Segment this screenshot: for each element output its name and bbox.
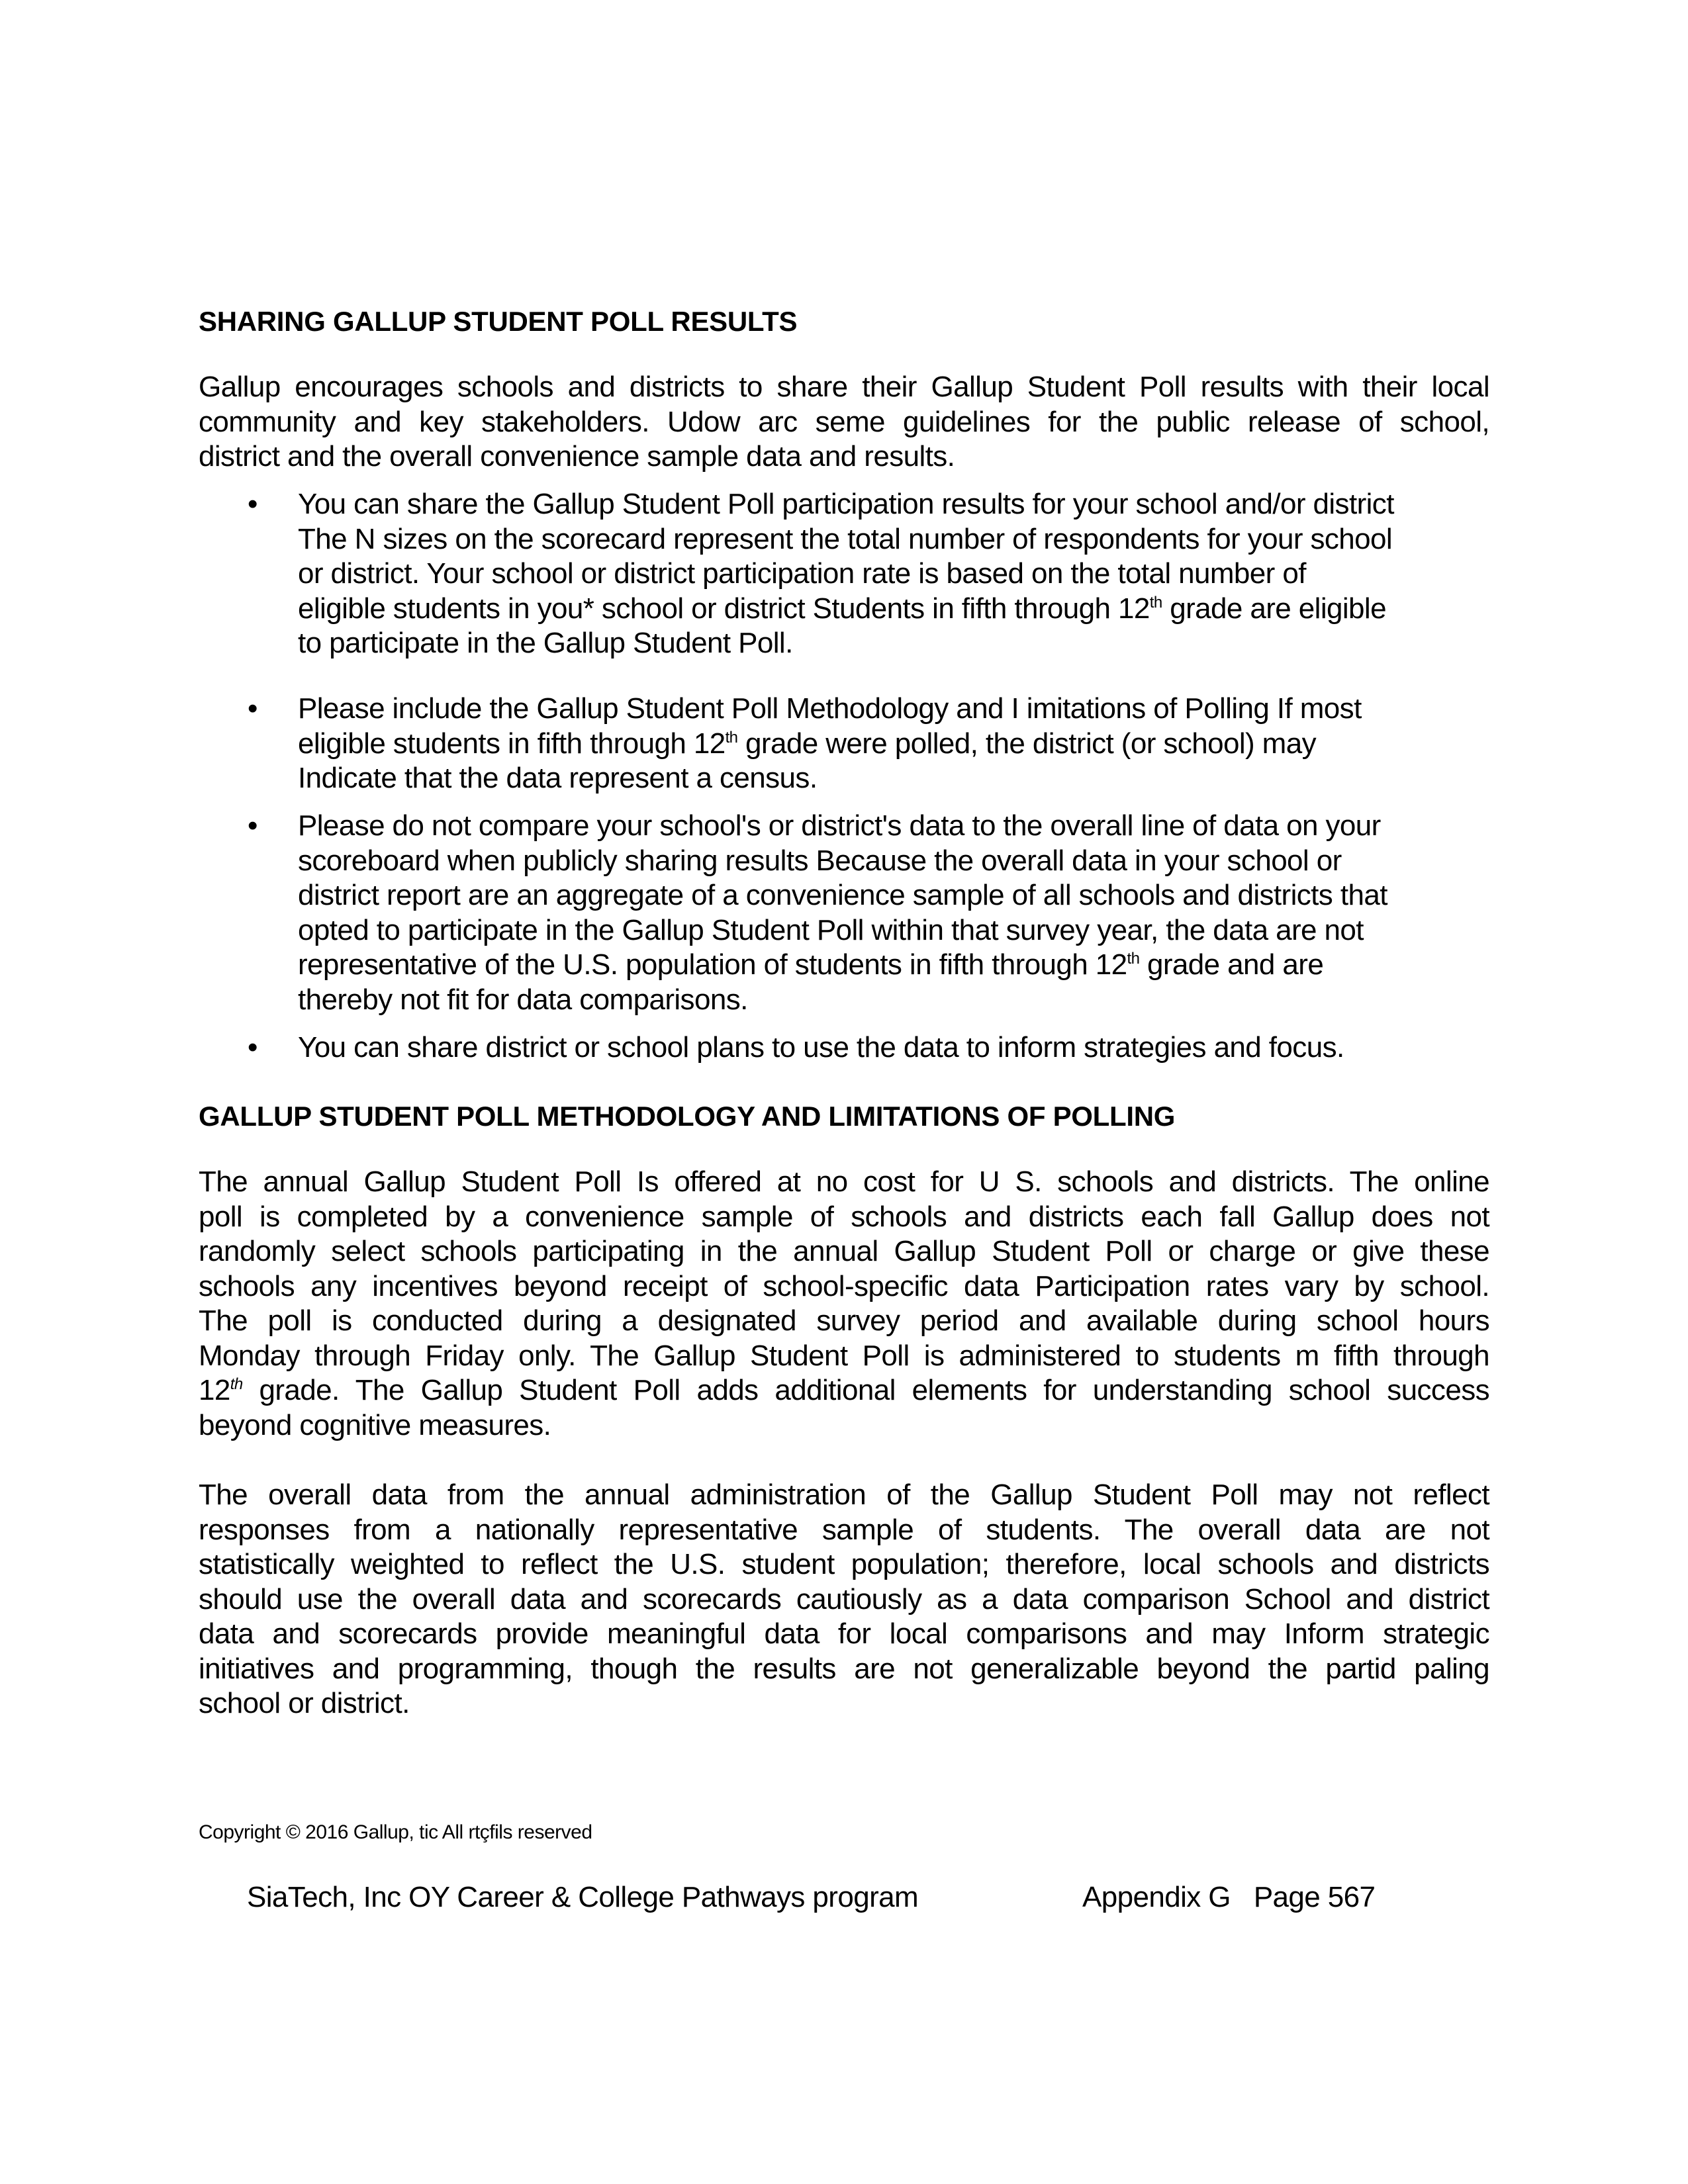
intro-line: Gallup encourages schools and districts to share their Gallup Student Poll results with their local (199, 371, 1489, 403)
bullet-line (298, 592, 1489, 627)
copyright-notice: Copyright © 2016 Gallup, tic All rtçfils reserved (199, 1821, 592, 1843)
intro-line: district and the overall convenience sample data and results. (199, 440, 955, 473)
intro-line: community and key stakeholders. Udow arc seme guidelines for the public release of school, (199, 405, 1489, 438)
paragraph-line: beyond cognitive measures. (199, 1408, 551, 1441)
bullet-line: Please do not compare your school's or district's data to the overall line of data on your (298, 809, 1381, 842)
line-text: representative of the U.S. population of students in fifth through 12 (298, 948, 1127, 981)
footer-page-info (1082, 1881, 1375, 1914)
bullet-line: to participate in the Gallup Student Poll. (298, 627, 793, 659)
paragraph-line: randomly select schools participating in the annual Gallup Student Poll or charge or give these (199, 1235, 1489, 1267)
bullet-line: or district. Your school or district participation rate is based on the total number of (298, 557, 1306, 590)
line-text: grade were polled, the district (or school) may (737, 727, 1316, 760)
paragraph-line: poll is completed by a convenience sample of schools and districts each fall Gallup does not (199, 1200, 1489, 1233)
bullet-icon: • (248, 488, 258, 520)
footer-program-name: SiaTech, Inc OY Career & College Pathways program (247, 1881, 919, 1913)
bullet-line (298, 727, 1489, 762)
ordinal-suffix: th (1149, 593, 1162, 612)
paragraph-line: should use the overall data and scorecards cautiously as a data comparison School and district (199, 1582, 1489, 1615)
ordinal-suffix: th (1127, 950, 1140, 968)
ordinal-suffix: th (230, 1375, 243, 1393)
bullet-text (298, 1030, 1489, 1066)
bullet-line: You can share the Gallup Student Poll participation results for your school and/or district (298, 488, 1394, 520)
paragraph-line: The overall data from the annual administration of the Gallup Student Poll may not reflect (199, 1479, 1489, 1511)
paragraph-line: schools any incentives beyond receipt of school-specific data Participation rates vary by school. (199, 1269, 1489, 1302)
paragraph-line: statistically weighted to reflect the U.S. student population; therefore, local schools and districts (199, 1548, 1489, 1580)
bullet-line (298, 948, 1489, 983)
bullet-line: scoreboard when publicly sharing results Because the overall data in your school or (298, 844, 1342, 877)
bullet-text (298, 809, 1489, 1017)
bullet-line: Please include the Gallup Student Poll Methodology and I imitations of Polling If most (298, 692, 1362, 725)
line-text: eligible students in fifth through 12 (298, 727, 726, 760)
bullet-icon: • (248, 1031, 258, 1064)
ordinal-suffix: th (725, 728, 738, 747)
line-text: grade and are (1139, 948, 1324, 981)
section-heading-sharing-results: SHARING GALLUP STUDENT POLL RESULTS (199, 306, 798, 337)
paragraph-line: Monday through Friday only. The Gallup Student Poll is administered to students m fifth through (199, 1339, 1489, 1372)
limitations-paragraph (199, 1478, 1489, 1721)
paragraph-line: school or district. (199, 1687, 410, 1719)
bullet-line: thereby not fit for data comparisons. (298, 983, 748, 1016)
line-text: grade. The Gallup Student Poll adds additional elements for understanding school success (242, 1374, 1489, 1406)
bullet-line: opted to participate in the Gallup Student Poll within that survey year, the data are not (298, 913, 1364, 946)
paragraph-line: data and scorecards provide meaningful data for local comparisons and may Inform strategic (199, 1617, 1489, 1650)
paragraph-line (199, 1373, 1489, 1408)
bullet-text (298, 487, 1489, 661)
line-text: 12 (199, 1374, 230, 1406)
line-text: eligible students in you* school or district Students in fifth through 12 (298, 592, 1150, 625)
paragraph-line: initiatives and programming, though the results are not generalizable beyond the partid paling (199, 1652, 1489, 1685)
intro-paragraph (199, 370, 1489, 475)
line-text: grade are eligible (1162, 592, 1386, 625)
appendix-label: Appendix G (1082, 1881, 1231, 1913)
bullet-line: You can share district or school plans to use the data to inform strategies and focus. (298, 1031, 1344, 1064)
bullet-line: Indicate that the data represent a census. (298, 762, 818, 794)
section-heading-methodology: GALLUP STUDENT POLL METHODOLOGY AND LIMITATIONS OF POLLING (199, 1101, 1176, 1132)
bullet-icon: • (248, 809, 258, 842)
bullet-text (298, 692, 1489, 796)
page-number: Page 567 (1253, 1881, 1376, 1913)
paragraph-line: The poll is conducted during a designated survey period and available during school hours (199, 1304, 1489, 1337)
bullet-line: district report are an aggregate of a convenience sample of all schools and districts that (298, 879, 1387, 911)
bullet-line: The N sizes on the scorecard represent the total number of respondents for your school (298, 522, 1393, 555)
paragraph-line: responses from a nationally representative sample of students. The overall data are not (199, 1513, 1489, 1546)
bullet-icon: • (248, 692, 258, 725)
paragraph-line: The annual Gallup Student Poll Is offered at no cost for U S. schools and districts. The online (199, 1165, 1489, 1198)
methodology-paragraph (199, 1165, 1489, 1443)
